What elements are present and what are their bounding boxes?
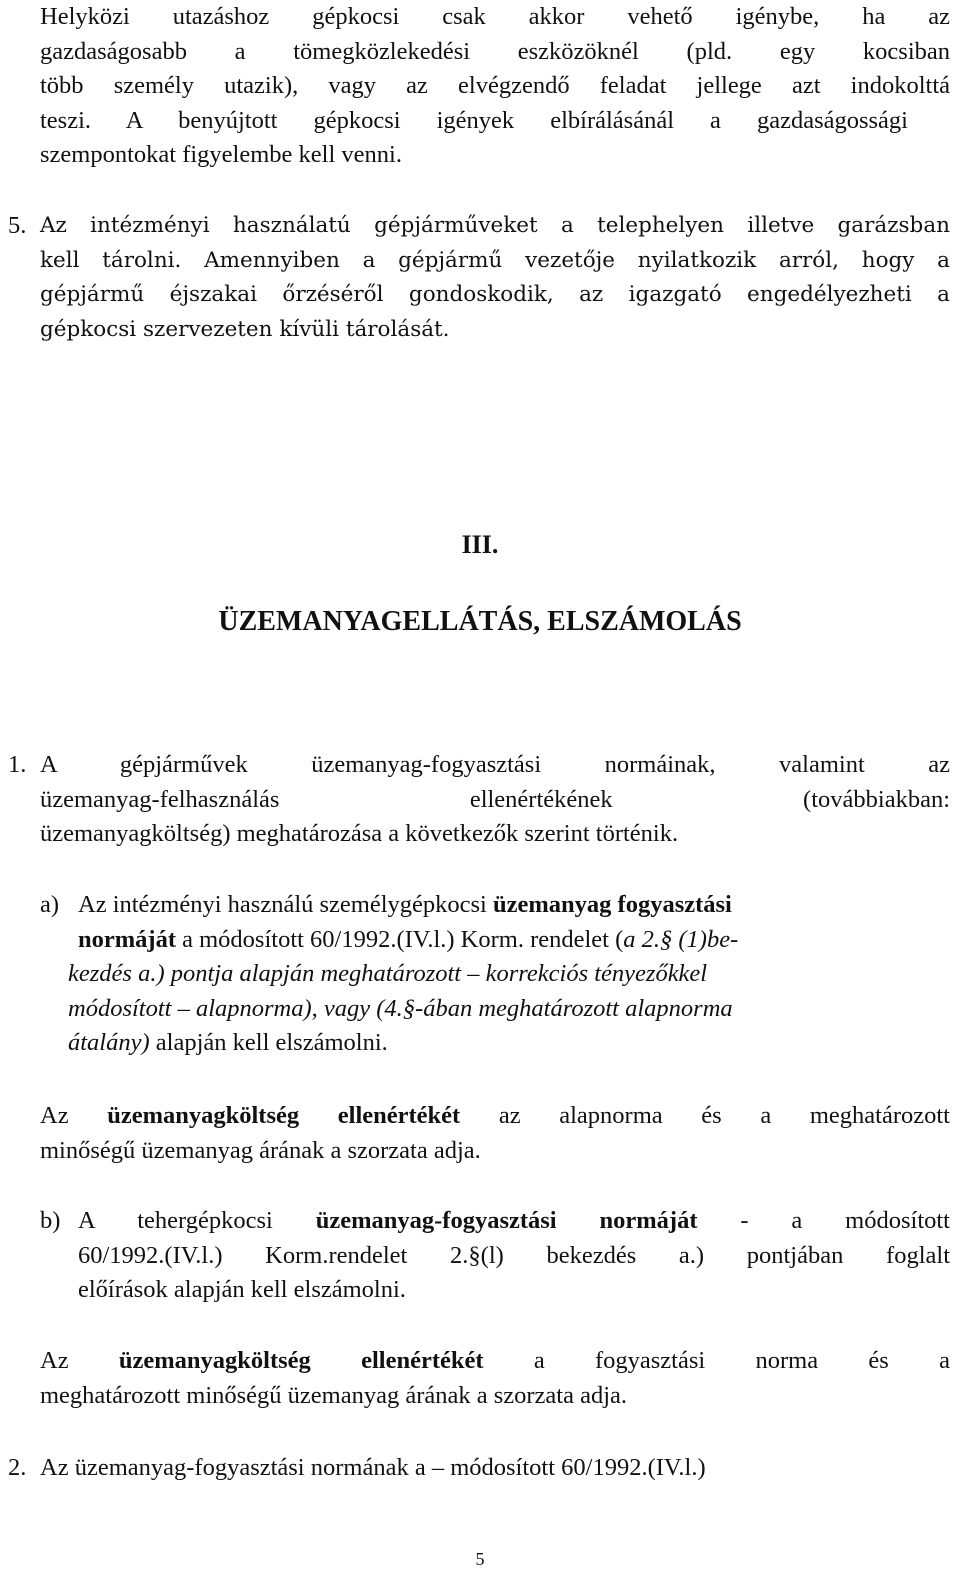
item-a-line-3: [68, 957, 908, 992]
point-2-number: 2.: [8, 1454, 27, 1481]
item-b-line-1: [78, 1204, 950, 1239]
para-a2-line-2: minőségű üzemanyag árának a szorzata adja.: [40, 1136, 481, 1164]
item-a-bold-term: üzemanyag fogyasztási: [493, 891, 732, 918]
item-a-label: a): [40, 891, 60, 918]
para-a2-pre: Az: [40, 1102, 108, 1129]
intro-line-1: Helyközi utazáshoz gépkocsi csak akkor vehető igénybe, ha az: [40, 3, 950, 30]
intro-line-4: teszi. A benyújtott gépkocsi igények elbírálásánál a gazdaságossági: [40, 106, 908, 134]
item-b-label: b): [40, 1207, 61, 1234]
page-number: 5: [475, 1549, 485, 1569]
point-1-line-1: A gépjárművek üzemanyag-fogyasztási normáinak, valamint az: [40, 751, 950, 778]
point-5-line-4: gépkocsi szervezeten kívüli tárolását.: [40, 316, 450, 342]
intro-line-2: gazdaságosabb a tömegközlekedési eszközöknél (pld. egy kocsiban: [40, 37, 950, 65]
item-a-line-4: [68, 992, 908, 1027]
intro-line-3: több személy utazik), vagy az elvégzendő feladat jellege azt indokolttá: [40, 72, 950, 99]
item-a-text-3: alapján kell elszámolni.: [149, 1029, 388, 1056]
item-b-line-2: 60/1992.(IV.l.) Korm.rendelet 2.§(l) bekezdés a.) pontjában foglalt: [78, 1241, 950, 1269]
item-a-italic-3: módosított – alapnorma), vagy (4.§-ában meghatározott alapnorma: [68, 994, 733, 1022]
item-a-italic-4: átalány): [68, 1029, 150, 1056]
item-a-line-2: [78, 923, 908, 958]
item-a-bold-norm: normáját: [78, 925, 176, 953]
para-a2-line-1: [40, 1099, 950, 1134]
point-1-line-3: üzemanyagköltség) meghatározása a következők szerint történik.: [40, 820, 679, 847]
section-number: III.: [461, 530, 499, 559]
item-b-line-3: előírások alapján kell elszámolni.: [78, 1276, 406, 1303]
para-a2-post: az alapnorma és a meghatározott: [460, 1102, 950, 1129]
item-a-italic-2: kezdés a.) pontja alapján meghatározott – korrekciós tényezőkkel: [68, 960, 708, 987]
item-b-post: - a módosított: [697, 1207, 950, 1234]
point-5-number: 5.: [8, 212, 27, 239]
point-5-line-1: Az intézményi használatú gépjárműveket a telephelyen illetve garázsban: [40, 213, 950, 238]
point-1-number: 1.: [8, 751, 27, 778]
intro-line-5: szempontokat figyelembe kell venni.: [40, 141, 402, 168]
item-a-text: Az intézményi használú személygépkocsi: [78, 891, 493, 918]
point-1-line-2: üzemanyag-felhasználás ellenértékének (továbbiakban:: [40, 785, 950, 813]
item-b-pre: A tehergépkocsi: [78, 1207, 316, 1234]
item-b-bold: üzemanyag-fogyasztási normáját: [315, 1207, 698, 1234]
item-b-paragraph: [78, 1204, 950, 1308]
para-b2-pre: Az: [40, 1347, 119, 1374]
para-b2-bold: üzemanyagköltség ellenértékét: [118, 1347, 484, 1374]
point-5-line-3: gépjármű éjszakai őrzéséről gondoskodik, az igazgató engedélyezheti a: [40, 282, 950, 307]
item-a-italic-1: a 2.§ (1)be-: [623, 925, 739, 953]
para-a2: [40, 1099, 950, 1168]
para-a2-bold: üzemanyagköltség ellenértékét: [107, 1102, 461, 1129]
item-a-text-2: a módosított 60/1992.(IV.l.) Korm. rendelet (: [175, 925, 624, 953]
intro-paragraph: [40, 0, 950, 173]
item-a-line-5: [68, 1026, 908, 1061]
point-5-paragraph: [40, 209, 950, 347]
item-a-line-1: [78, 888, 908, 923]
point-5-line-2: kell tárolni. Amennyiben a gépjármű vezetője nyilatkozik arról, hogy a: [40, 247, 950, 273]
point-1-paragraph: [40, 748, 950, 852]
item-a-paragraph: [68, 888, 908, 1061]
para-b2-post: a fogyasztási norma és a: [483, 1347, 950, 1374]
section-title: ÜZEMANYAGELLÁTÁS, ELSZÁMOLÁS: [218, 606, 742, 637]
point-2-text: Az üzemanyag-fogyasztási normának a – módosított 60/1992.(IV.l.): [40, 1454, 706, 1481]
para-b2: [40, 1344, 950, 1413]
para-b2-line-2: meghatározott minőségű üzemanyag árának a szorzata adja.: [40, 1381, 628, 1409]
para-b2-line-1: [40, 1344, 950, 1379]
